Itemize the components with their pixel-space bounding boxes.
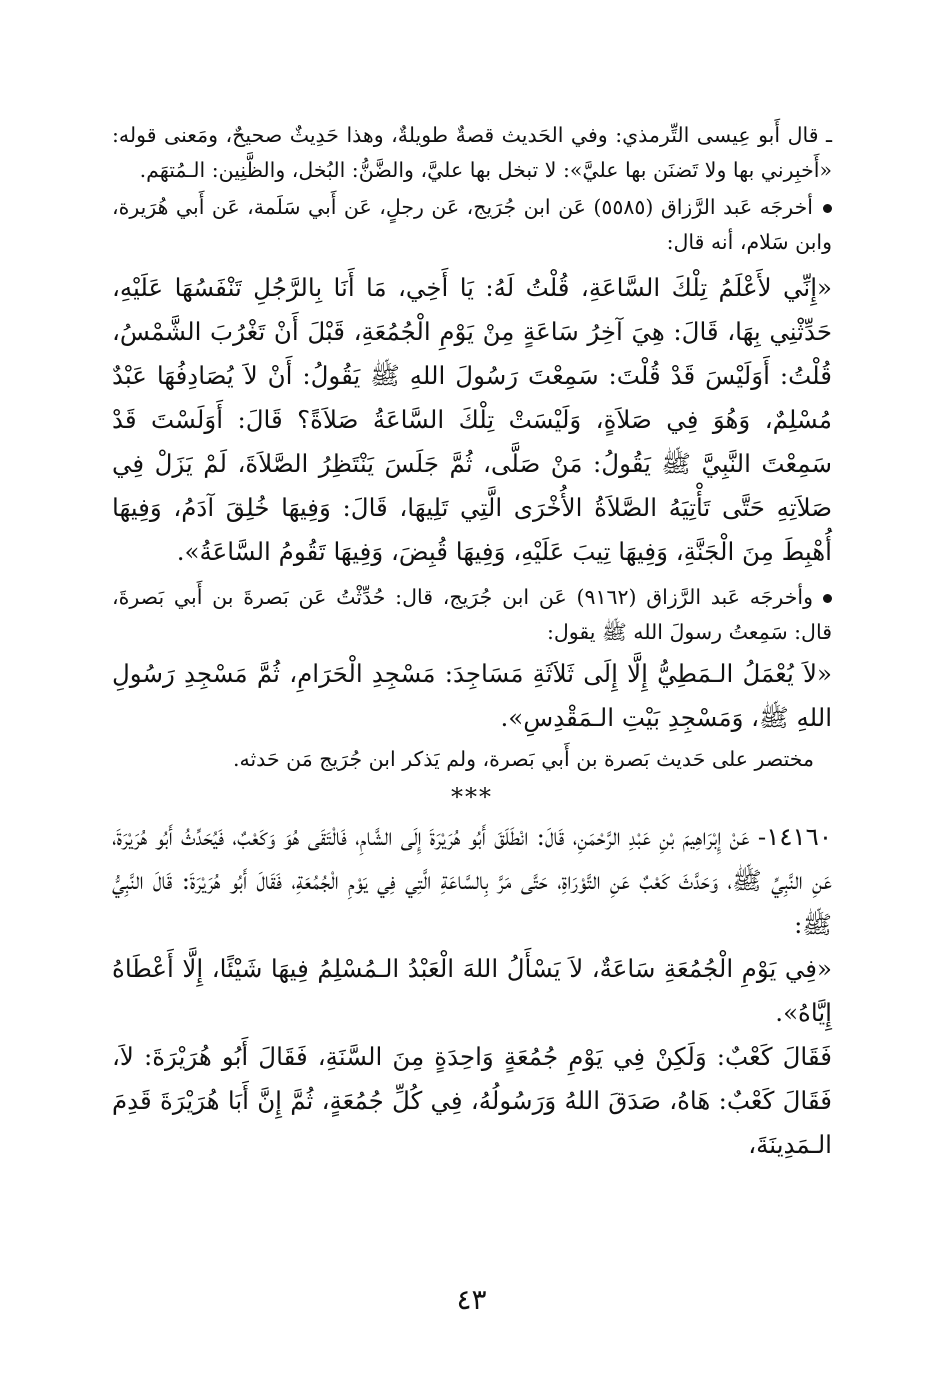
takhrij-paragraph [112, 190, 832, 260]
page-body [112, 118, 832, 1167]
takhrij-paragraph [112, 580, 832, 650]
bullet-icon [823, 594, 832, 603]
section-separator: *** [451, 783, 493, 811]
hadith-text: ١٤١٦٠- عَنْ إِبْرَاهِيمَ بْنِ عَبْدِ الرَّحْمَنِ، قَالَ: انْطَلَقَ أَبُو هُرَيْرَةَ إِلَى الشَّامِ، فَالْتَقَى هُوَ وَكَعْبٌ، فَيُحَدِّثُ أَبُو هُرَيْرَةَ، عَنِ النَّبِيِّ ﷺ، وَحَدَّثَ كَعْبٌ عَنِ التَّوْرَاةِ، حَتَّى مَرَّ بِالسَّاعَةِ الَّتِي فِي يَوْمِ الْجُمُعَةِ، فَقَالَ أَبُو هُرَيْرَةَ: قَالَ النَّبِيُّ ﷺ: [112, 822, 832, 939]
hadith-text: «إِنِّي لأَعْلَمُ تِلْكَ السَّاعَةِ، قُلْتُ لَهُ: يَا أَخِي، مَا أَنَا بِالرَّجُلِ تَنْفَسُهَا عَلَيْهِ، حَدِّثْنِي بِهَا، قَالَ: هِيَ آخِرُ سَاعَةٍ مِنْ يَوْمِ الْجُمُعَةِ، قَبْلَ أَنْ تَغْرُبَ الشَّمْسُ، قُلْتُ: أَوَلَيْسَ قَدْ قُلْتَ: سَمِعْتَ رَسُولَ اللهِ ﷺ يَقُولُ: أَنْ لاَ يُصَادِفُهَا عَبْدٌ مُسْلِمٌ، وَهُوَ فِي صَلاَةٍ، وَلَيْسَتْ تِلْكَ السَّاعَةُ صَلاَةً؟ قَالَ: أَوَلَسْتَ قَدْ سَمِعْتَ النَّبِيَّ ﷺ يَقُولُ: مَنْ صَلَّى، ثُمَّ جَلَسَ يَنْتَظِرُ الصَّلاَةَ، لَمْ يَزَلْ فِي صَلاَتِهِ حَتَّى تَأْتِيَهُ الصَّلاَةُ الأُخْرَى الَّتِي تَلِيهَا، قَالَ: وَفِيهَا خُلِقَ آدَمُ، وَفِيهَا أُهْبِطَ مِنَ الْجَنَّةِ، وَفِيهَا تِيبَ عَلَيْهِ، وَفِيهَا قُبِضَ، وَفِيهَا تَقُومُ السَّاعَةُ». [112, 273, 832, 566]
note-paragraph: مختصر على حَديث بَصرة بن أَبي بَصرة، ولم يَذكر ابن جُرَيج مَن حَدثه. [232, 747, 814, 771]
hadith-text: «فِي يَوْمِ الْجُمُعَةِ سَاعَةٌ، لاَ يَسْأَلُ اللهَ الْعَبْدُ الـمُسْلِمُ فِيهَا شَيْئًا، إِلَّا أَعْطَاهُ إِيَّاهُ». [112, 954, 832, 1027]
commentary-paragraph: ـ قال أَبو عِيسى التِّرمذي: وفي الحَديث قصةٌ طويلةٌ، وهذا حَدِيثٌ صحيحٌ، ومَعنى قوله: «أَخبِرني بها ولا تَضنَن بها عليَّ»: لا تبخل بها عليَّ، والضَّنُّ: البُخل، والظَّنِين: الـمُتهَم. [112, 123, 832, 182]
takhrij-text: أخرجَه عَبد الرَّزاق (٥٥٨٥) عَن ابن جُرَيج، عَن رجلٍ، عَن أَبي سَلَمة، عَن أَبي هُرَيرة، وابن سَلام، أنه قال: [112, 195, 832, 254]
hadith-text: «لاَ يُعْمَلُ الـمَطِيُّ إِلَّا إِلَى ثَلاَثَةِ مَسَاجِدَ: مَسْجِدِ الْحَرَامِ، ثُمَّ مَسْجِدِ رَسُولِ اللهِ ﷺ، وَمَسْجِدِ بَيْتِ الـمَقْدِسِ». [112, 659, 832, 732]
page-number: ٤٣ [456, 1283, 487, 1316]
bullet-icon [823, 204, 832, 213]
takhrij-text: وأخرجَه عَبد الرَّزاق (٩١٦٢) عَن ابن جُرَيج، قال: حُدِّثْتُ عَن بَصرةَ بن أَبي بَصرةَ، قال: سَمِعتُ رسولَ الله ﷺ يقول: [112, 585, 832, 644]
hadith-text: فَقَالَ كَعْبٌ: وَلَكِنْ فِي يَوْمِ جُمُعَةٍ وَاحِدَةٍ مِنَ السَّنَةِ، فَقَالَ أَبُو هُرَيْرَةَ: لاَ، فَقَالَ كَعْبٌ: هَاهُ، صَدَقَ اللهُ وَرَسُولُهُ، فِي كُلِّ جُمُعَةٍ، ثُمَّ إِنَّ أَبَا هُرَيْرَةَ قَدِمَ الـمَدِينَةَ، [112, 1042, 832, 1159]
